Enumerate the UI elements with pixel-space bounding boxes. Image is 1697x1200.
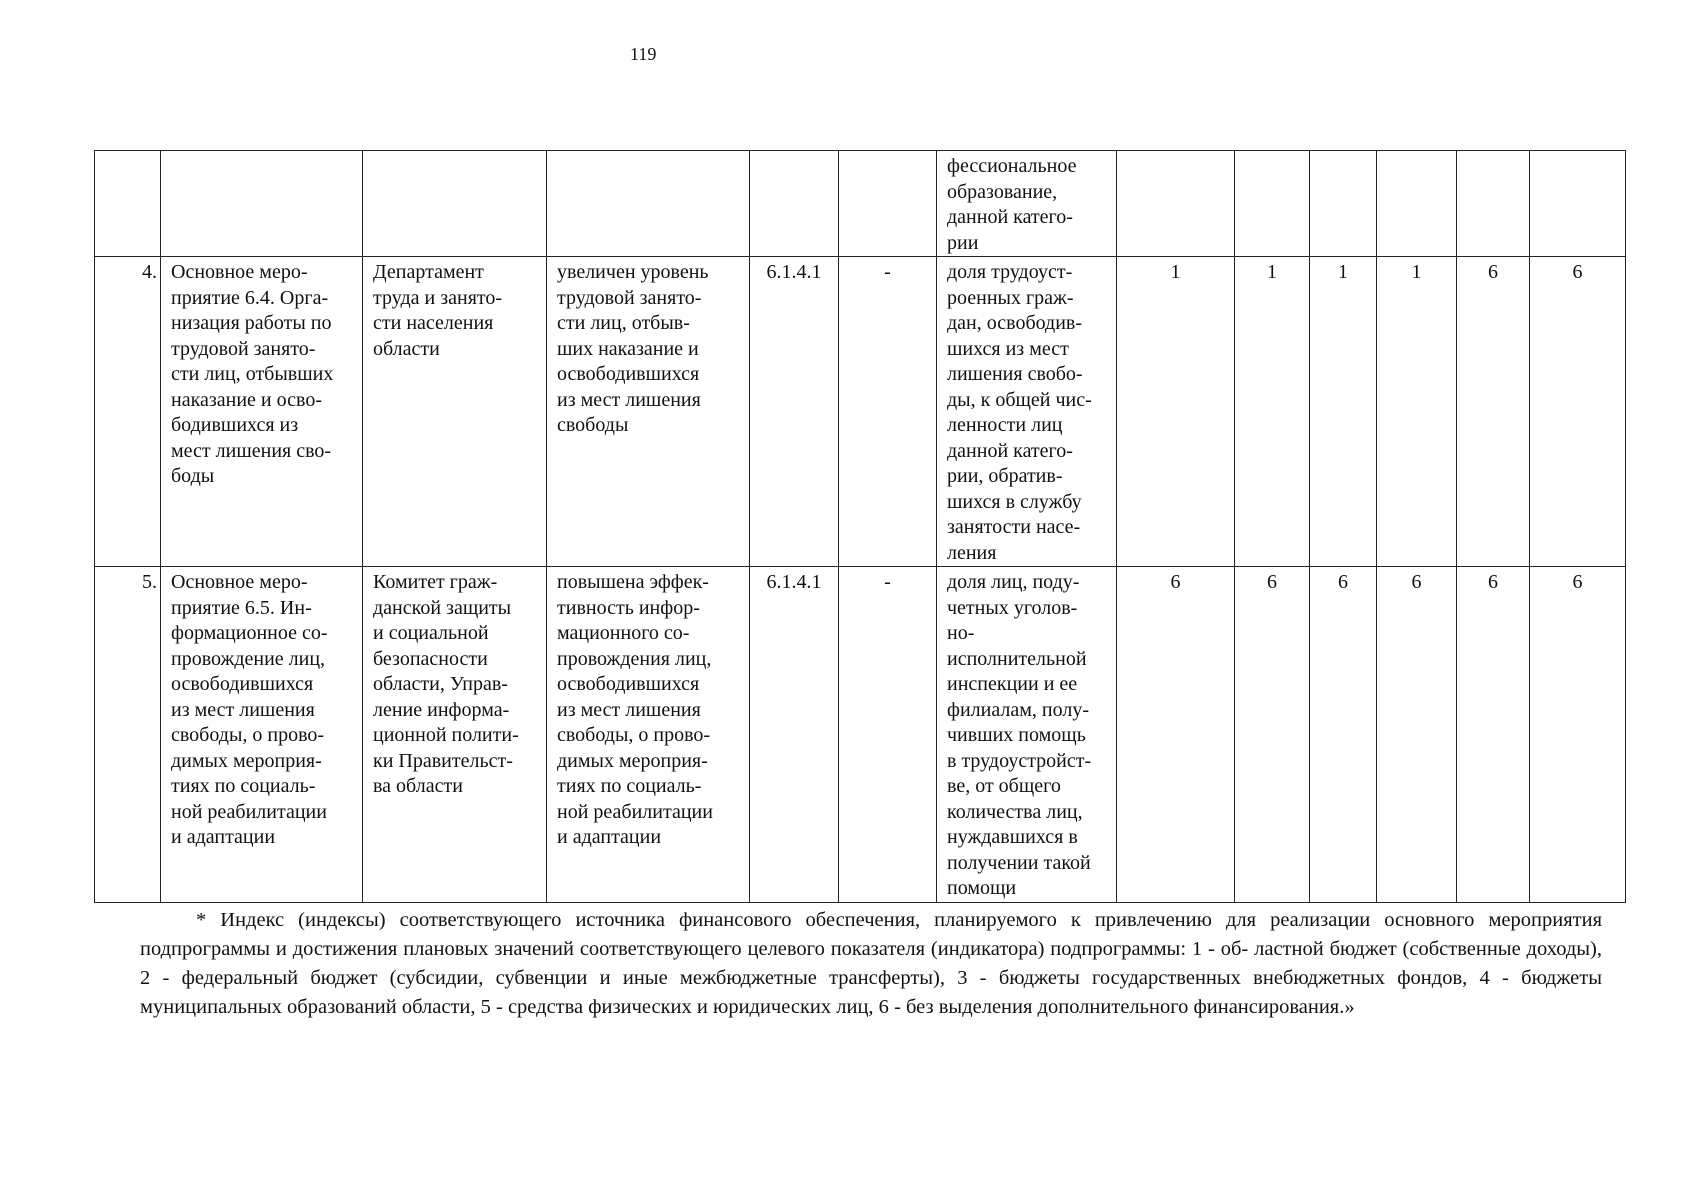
cell-event: Основное меро- приятие 6.4. Орга- низация работы по трудовой занято- сти лиц, отбывших наказание и осво- бодившихся из мест лишения сво- боды (161, 257, 363, 567)
cell-code: 6.1.4.1 (750, 257, 839, 567)
cell-dash: - (839, 257, 937, 567)
table-row-continuation (95, 151, 1626, 257)
cell-value: 1 (1235, 257, 1310, 567)
footnote-line: * Индекс (индексы) соответствующего источника финансового обеспечения, планируемого к привлечению для реализации основного (196, 909, 1475, 931)
cell-num: 5. (95, 567, 161, 903)
cell-value: 1 (1310, 257, 1377, 567)
table-row (95, 567, 1626, 903)
cell-value (1117, 151, 1235, 257)
cell-event: Основное меро- приятие 6.5. Ин- формационное со- провождение лиц, освободившихся из мест лишения свободы, о прово- димых мероприя- тиях по социаль- ной реабилитации и адаптации (161, 567, 363, 903)
cell-value: 1 (1117, 257, 1235, 567)
footnote-line: мероприятия подпрограммы и достижения плановых значений соответствующего целевого показателя (индикатора) подпрограммы: 1 - об- (140, 909, 1603, 960)
cell-result (547, 151, 750, 257)
cell-value: 1 (1377, 257, 1457, 567)
cell-value: 6 (1457, 567, 1530, 903)
footnote-line: - без выделения дополнительного финансирования.» (894, 996, 1355, 1018)
cell-executor: Комитет граж- данской защиты и социальной безопасности области, Управ- ление информа- ционной полити- ки Правительст- ва области (363, 567, 547, 903)
footnote-line: ластной бюджет (собственные доходы), 2 - федеральный бюджет (субсидии, субвенции и иные межбюджетные трансферты), 3 - бюджеты (140, 938, 1603, 989)
cell-value: 6 (1530, 567, 1626, 903)
cell-result: повышена эффек- тивность инфор- мационного со- провождения лиц, освободившихся из мест лишения свободы, о прово- димых мероприя- тиях по социаль- ной реабилитации и адаптации (547, 567, 750, 903)
cell-code: 6.1.4.1 (750, 567, 839, 903)
cell-dash: - (839, 567, 937, 903)
cell-num (95, 151, 161, 257)
cell-value: 6 (1377, 567, 1457, 903)
cell-value (1530, 151, 1626, 257)
program-events-table (94, 150, 1626, 903)
cell-value (1310, 151, 1377, 257)
cell-indicator: доля трудоуст- роенных граж- дан, освободив- шихся из мест лишения свобо- ды, к общей чис- ленности лиц данной катего- рии, обратив- шихся в службу занятости насе- ления (937, 257, 1117, 567)
footnote-line: государственных внебюджетных фондов, 4 - бюджеты муниципальных образований области, 5 - средства физических и юридических лиц, 6 (140, 967, 1602, 1018)
footnote (140, 906, 1602, 1022)
cell-value: 6 (1310, 567, 1377, 903)
cell-value: 6 (1530, 257, 1626, 567)
cell-indicator: доля лиц, поду- четных уголов- но- исполнительной инспекции и ее филиалам, полу- чивших помощь в трудоустройст- ве, от общего количества лиц, нуждавшихся в получении такой помощи (937, 567, 1117, 903)
cell-dash (839, 151, 937, 257)
cell-value (1235, 151, 1310, 257)
table-row (95, 257, 1626, 567)
cell-value (1457, 151, 1530, 257)
cell-indicator: фессиональное образование, данной катего- рии (937, 151, 1117, 257)
cell-num: 4. (95, 257, 161, 567)
cell-executor (363, 151, 547, 257)
cell-value: 6 (1457, 257, 1530, 567)
page-number: 119 (630, 44, 657, 64)
cell-code (750, 151, 839, 257)
cell-value (1377, 151, 1457, 257)
cell-result: увеличен уровень трудовой занято- сти лиц, отбыв- ших наказание и освободившихся из мест лишения свободы (547, 257, 750, 567)
cell-executor: Департамент труда и занято- сти населения области (363, 257, 547, 567)
cell-value: 6 (1235, 567, 1310, 903)
cell-value: 6 (1117, 567, 1235, 903)
cell-event (161, 151, 363, 257)
